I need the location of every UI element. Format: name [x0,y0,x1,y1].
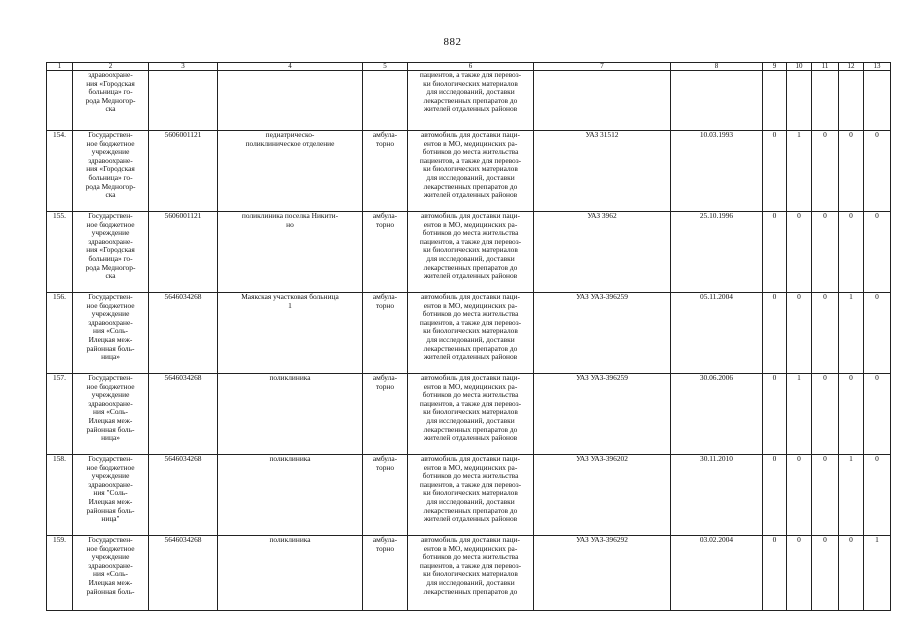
model-cell: УАЗ 3962 [534,212,671,293]
purpose-cell: автомобиль для доставки паци- ентов в МО, медицинских ра- ботников до места жительства пациентов, а также для перевоз- ки биологических материалов для исследований, доставки лекарственных препаратов до жителей отдаленных районов [408,374,534,455]
inn-cell: 5606001121 [149,212,218,293]
column-header: 5 [363,63,408,71]
care-type-cell: амбула- торно [363,374,408,455]
count-cell: 1 [787,374,812,455]
row-number-cell: 157. [47,374,73,455]
count-cell: 0 [864,455,891,536]
unit-cell: педиатрическо- поликлиническое отделение [218,131,363,212]
column-header: 2 [73,63,149,71]
row-number-cell: 154. [47,131,73,212]
organization-cell: Государствен- ное бюджетное учреждение здравоохране- ния «Соль- Илецкая меж- районная боль- ница» [73,374,149,455]
purpose-cell: автомобиль для доставки паци- ентов в МО, медицинских ра- ботников до места жительства пациентов, а также для перевоз- ки биологических материалов для исследований, доставки лекарственных препаратов до жителей отдаленных районов [408,455,534,536]
count-cell: 0 [763,131,787,212]
date-cell: 03.02.2004 [671,536,763,611]
count-cell [787,71,812,131]
column-header: 9 [763,63,787,71]
column-header: 13 [864,63,891,71]
model-cell: УАЗ УАЗ-396202 [534,455,671,536]
inn-cell: 5646034268 [149,374,218,455]
column-header: 7 [534,63,671,71]
count-cell: 0 [812,212,839,293]
inn-cell: 5646034268 [149,536,218,611]
date-cell: 25.10.1996 [671,212,763,293]
unit-cell: поликлиника поселка Никити- но [218,212,363,293]
count-cell [864,71,891,131]
count-cell [839,71,864,131]
model-cell: УАЗ УАЗ-396292 [534,536,671,611]
model-cell: УАЗ УАЗ-396259 [534,293,671,374]
care-type-cell: амбула- торно [363,536,408,611]
count-cell: 0 [839,131,864,212]
column-number-row [47,63,891,71]
unit-cell [218,71,363,131]
organization-cell: Государствен- ное бюджетное учреждение здравоохране- ния «Соль- Илецкая меж- районная боль- ница» [73,293,149,374]
organization-cell: здравоохране- ния «Городская больница» го- рода Медногор- ска [73,71,149,131]
row-number-cell: 159. [47,536,73,611]
inn-cell: 5646034268 [149,293,218,374]
count-cell: 0 [763,374,787,455]
date-cell [671,71,763,131]
count-cell: 0 [812,293,839,374]
unit-cell: поликлиника [218,455,363,536]
inn-cell: 5646034268 [149,455,218,536]
column-header: 6 [408,63,534,71]
count-cell: 0 [812,374,839,455]
date-cell: 10.03.1993 [671,131,763,212]
count-cell: 0 [787,536,812,611]
continuation-row [47,71,891,131]
count-cell: 0 [864,212,891,293]
count-cell: 0 [763,293,787,374]
count-cell: 0 [812,536,839,611]
date-cell: 30.11.2010 [671,455,763,536]
column-header: 11 [812,63,839,71]
table-row [47,293,891,374]
date-cell: 30.06.2006 [671,374,763,455]
unit-cell: поликлиника [218,536,363,611]
model-cell [534,71,671,131]
inn-cell [149,71,218,131]
count-cell: 0 [839,374,864,455]
unit-cell: Маякская участковая больница 1 [218,293,363,374]
table-row [47,455,891,536]
vehicle-registry-table [46,62,891,611]
date-cell: 05.11.2004 [671,293,763,374]
count-cell: 1 [864,536,891,611]
row-number-cell: 155. [47,212,73,293]
column-header: 1 [47,63,73,71]
count-cell: 0 [839,212,864,293]
organization-cell: Государствен- ное бюджетное учреждение здравоохране- ния «Соль- Илецкая меж- районная боль- [73,536,149,611]
count-cell: 0 [787,212,812,293]
count-cell: 0 [812,131,839,212]
count-cell: 0 [839,536,864,611]
column-header: 3 [149,63,218,71]
count-cell: 0 [812,455,839,536]
care-type-cell: амбула- торно [363,293,408,374]
column-header: 12 [839,63,864,71]
count-cell: 1 [839,293,864,374]
table-row [47,374,891,455]
table-row [47,212,891,293]
count-cell: 1 [787,131,812,212]
care-type-cell: амбула- торно [363,212,408,293]
care-type-cell: амбула- торно [363,131,408,212]
count-cell: 1 [839,455,864,536]
organization-cell: Государствен- ное бюджетное учреждение здравоохране- ния «Городская больница» го- рода Медногор- ска [73,131,149,212]
model-cell: УАЗ УАЗ-396259 [534,374,671,455]
count-cell: 0 [763,212,787,293]
column-header: 8 [671,63,763,71]
count-cell: 0 [763,536,787,611]
table-row [47,131,891,212]
row-number-cell [47,71,73,131]
page-number: 882 [443,36,462,48]
organization-cell: Государствен- ное бюджетное учреждение здравоохране- ния «Городская больница» го- рода Медногор- ска [73,212,149,293]
row-number-cell: 158. [47,455,73,536]
count-cell [763,71,787,131]
care-type-cell [363,71,408,131]
model-cell: УАЗ 31512 [534,131,671,212]
count-cell: 0 [763,455,787,536]
count-cell: 0 [787,455,812,536]
table-row [47,536,891,611]
unit-cell: поликлиника [218,374,363,455]
column-header: 10 [787,63,812,71]
column-header: 4 [218,63,363,71]
organization-cell: Государствен- ное бюджетное учреждение здравоохране- ния "Соль- Илецкая меж- районная боль- ница" [73,455,149,536]
count-cell [812,71,839,131]
row-number-cell: 156. [47,293,73,374]
purpose-cell: автомобиль для доставки паци- ентов в МО, медицинских ра- ботников до места жительства пациентов, а также для перевоз- ки биологических материалов для исследований, доставки лекарственных препаратов до жителей отдаленных районов [408,293,534,374]
inn-cell: 5606001121 [149,131,218,212]
count-cell: 0 [864,374,891,455]
count-cell: 0 [864,131,891,212]
count-cell: 0 [787,293,812,374]
purpose-cell: автомобиль для доставки паци- ентов в МО, медицинских ра- ботников до места жительства пациентов, а также для перевоз- ки биологических материалов для исследований, доставки лекарственных препаратов до [408,536,534,611]
purpose-cell: автомобиль для доставки паци- ентов в МО, медицинских ра- ботников до места жительства пациентов, а также для перевоз- ки биологических материалов для исследований, доставки лекарственных препаратов до жителей отдаленных районов [408,131,534,212]
purpose-cell: автомобиль для доставки паци- ентов в МО, медицинских ра- ботников до места жительства пациентов, а также для перевоз- ки биологических материалов для исследований, доставки лекарственных препаратов до жителей отдаленных районов [408,212,534,293]
purpose-cell: пациентов, а также для перевоз- ки биологических материалов для исследований, доставки лекарственных препаратов до жителей отдаленных районов [408,71,534,131]
count-cell: 0 [864,293,891,374]
care-type-cell: амбула- торно [363,455,408,536]
